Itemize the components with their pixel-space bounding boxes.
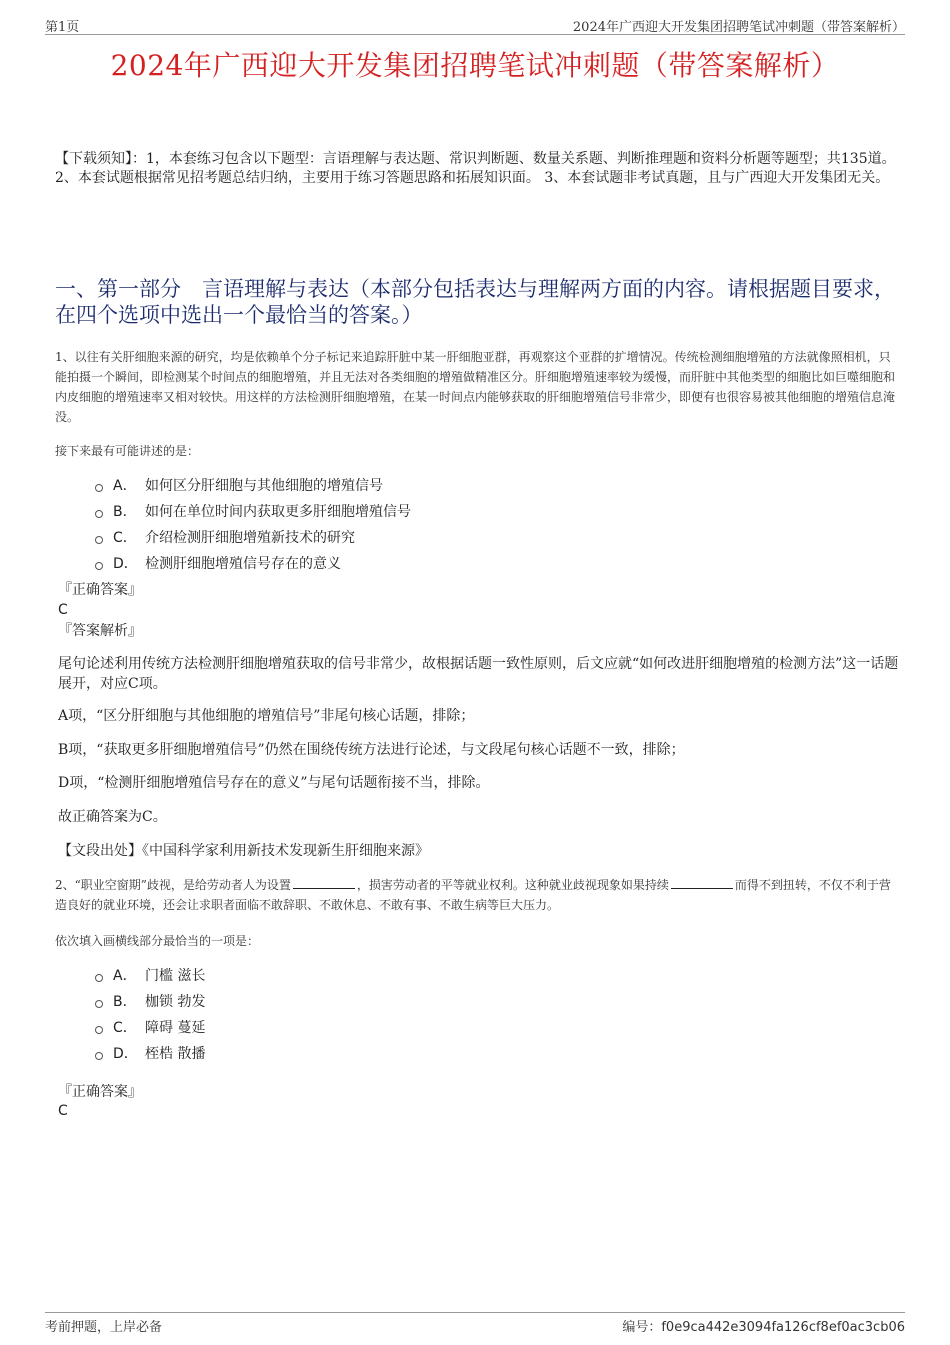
- answer-label: 『正确答案』: [58, 582, 142, 598]
- question-2-options: [95, 963, 205, 1067]
- page-number: 第1页: [45, 20, 80, 35]
- fill-blank: [293, 876, 355, 889]
- option-d[interactable]: D． 检测肝细胞增殖信号存在的意义: [95, 551, 411, 577]
- option-b[interactable]: B． 枷锁 勃发: [95, 989, 205, 1015]
- option-c[interactable]: C． 障碍 蔓延: [95, 1015, 205, 1041]
- radio-icon[interactable]: [95, 562, 103, 570]
- header-doc-name: 2024年广西迎大开发集团招聘笔试冲刺题（带答案解析）: [572, 20, 905, 35]
- radio-icon[interactable]: [95, 484, 103, 492]
- footer-doc-id: 编号：f0e9ca442e3094fa126cf8ef0ac3cb06: [622, 1320, 905, 1335]
- radio-icon[interactable]: [95, 1000, 103, 1008]
- option-b[interactable]: B． 如何在单位时间内获取更多肝细胞增殖信号: [95, 499, 411, 525]
- question-1-stem: 1、以往有关肝细胞来源的研究，均是依赖单个分子标记来追踪肝脏中某一肝细胞亚群，再观察这个亚群的扩增情况。传统检测细胞增殖的方法就像照相机，只能拍摄一个瞬间，即检测某个时间点的细胞增殖，并且无法对各类细胞的增殖做精准区分。肝细胞增殖速率较为缓慢，而肝脏中其他类型的细胞比如巨噬细胞和内皮细胞的增殖速率又相对较快。用这样的方法检测肝细胞增殖，在某一时间点内能够获取的肝细胞增殖信号非常少，即便有也很容易被其他细胞的增殖信息淹没。: [55, 350, 896, 424]
- section-heading: 一、第一部分 言语理解与表达（本部分包括表达与理解两方面的内容。请根据题目要求，在四个选项中选出一个最恰当的答案。）: [55, 277, 895, 327]
- option-text: 如何在单位时间内获取更多肝细胞增殖信号: [145, 504, 411, 520]
- analysis-paragraph: 尾句论述利用传统方法检测肝细胞增殖获取的信号非常少，故根据话题一致性原则，后文应就“如何改进肝细胞增殖的检测方法”这一话题展开，对应C项。: [58, 656, 899, 692]
- analysis-conclusion: 故正确答案为C。: [58, 809, 167, 825]
- option-c[interactable]: C． 介绍检测肝细胞增殖新技术的研究: [95, 525, 411, 551]
- radio-icon[interactable]: [95, 536, 103, 544]
- question-2-stem: 2、“职业空窗期”歧视，是给劳动者人为设置 ，损害劳动者的平等就业权利。这种就业歧视现象如果持续 而得不到扭转，不仅不利于营造良好的就业环境，还会让求职者面临不敢辞职、不敢休息、不敢有事、不敢生病等巨大压力。: [55, 878, 891, 912]
- page-footer: [45, 1312, 905, 1336]
- question-1-prompt: 接下来最有可能讲述的是：: [55, 444, 200, 458]
- text-source: 【文段出处】《中国科学家利用新技术发现新生肝细胞来源》: [58, 843, 429, 859]
- option-text: 检测肝细胞增殖信号存在的意义: [145, 556, 341, 572]
- option-a[interactable]: A． 如何区分肝细胞与其他细胞的增殖信号: [95, 473, 411, 499]
- analysis-option-a: A项，“区分肝细胞与其他细胞的增殖信号”非尾句核心话题，排除；: [58, 708, 475, 724]
- fill-blank: [671, 876, 733, 889]
- option-text: 障碍 蔓延: [145, 1020, 206, 1036]
- option-text: 门槛 滋长: [145, 968, 206, 984]
- footer-slogan: 考前押题，上岸必备: [45, 1320, 163, 1335]
- analysis-option-b: B项，“获取更多肝细胞增殖信号”仍然在围绕传统方法进行论述，与文段尾句核心话题不一致，排除；: [58, 742, 685, 758]
- option-text: 桎梏 散播: [145, 1046, 206, 1062]
- page-header: [45, 14, 905, 35]
- radio-icon[interactable]: [95, 510, 103, 518]
- radio-icon[interactable]: [95, 974, 103, 982]
- option-d[interactable]: D． 桎梏 散播: [95, 1041, 205, 1067]
- answer-value: C: [58, 1103, 68, 1119]
- answer-value: C: [58, 602, 68, 618]
- option-text: 如何区分肝细胞与其他细胞的增殖信号: [145, 478, 383, 494]
- analysis-label: 『答案解析』: [58, 623, 142, 639]
- download-notice: 【下载须知】：1，本套练习包含以下题型：言语理解与表达题、常识判断题、数量关系题、判断推理题和资料分析题等题型；共135道。 2、本套试题根据常见招考题总结归纳，主要用于练习答题思路和拓展知识面。 3、本套试题非考试真题，且与广西迎大开发集团无关。: [55, 151, 896, 186]
- analysis-option-d: D项，“检测肝细胞增殖信号存在的意义”与尾句话题衔接不当，排除。: [58, 775, 490, 791]
- answer-label: 『正确答案』: [58, 1084, 142, 1100]
- option-text: 枷锁 勃发: [145, 994, 206, 1010]
- option-text: 介绍检测肝细胞增殖新技术的研究: [145, 530, 355, 546]
- radio-icon[interactable]: [95, 1026, 103, 1034]
- radio-icon[interactable]: [95, 1052, 103, 1060]
- question-2-prompt: 依次填入画横线部分最恰当的一项是：: [55, 934, 260, 948]
- question-1-options: [95, 473, 411, 577]
- document-title: 2024年广西迎大开发集团招聘笔试冲刺题（带答案解析）: [110, 49, 840, 82]
- option-a[interactable]: A． 门槛 滋长: [95, 963, 205, 989]
